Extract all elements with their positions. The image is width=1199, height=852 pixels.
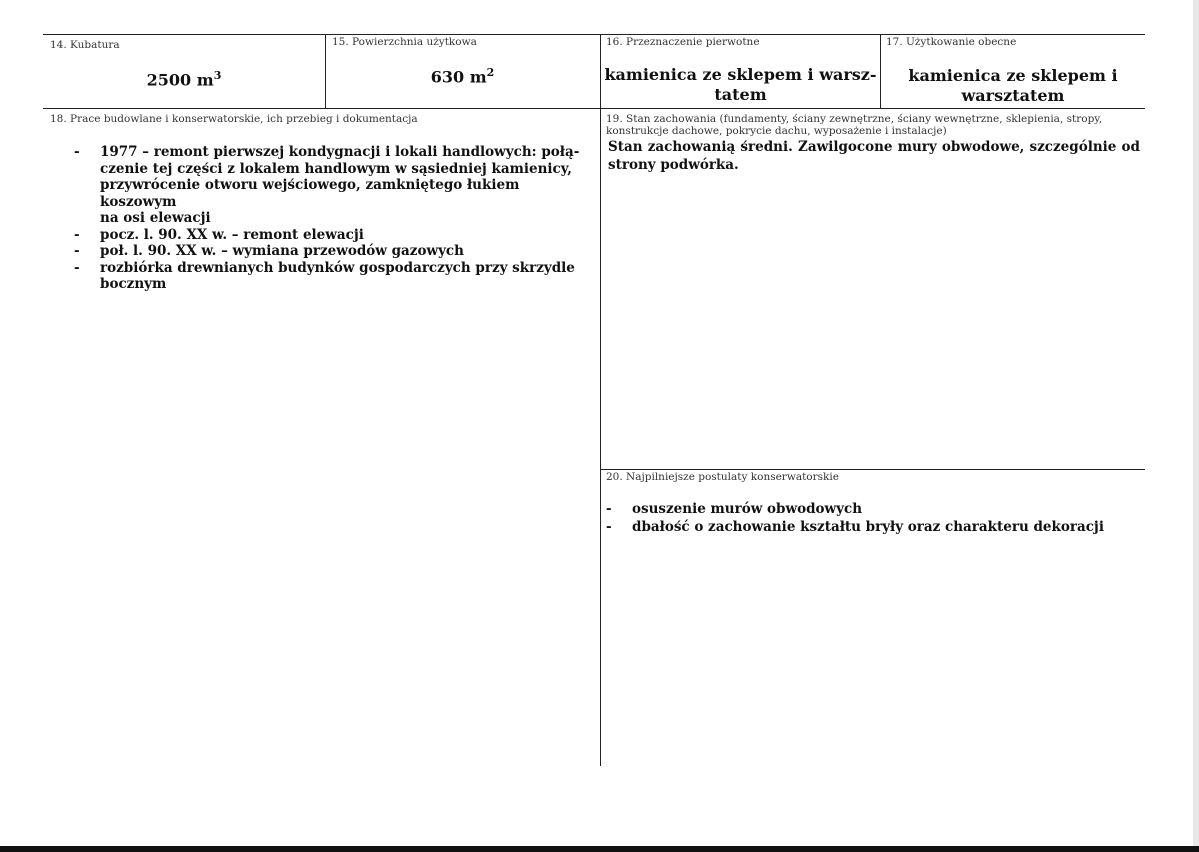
top-border [43, 34, 1145, 35]
field-14-unit-sup: 3 [213, 69, 222, 82]
field-15-label: 15. Powierzchnia użytkowa [332, 36, 477, 48]
field-16-label: 16. Przeznaczenie pierwotne [606, 36, 760, 48]
list-item [74, 227, 594, 244]
divider-main [600, 34, 601, 766]
field-17-value [881, 66, 1145, 106]
field20-top-border [600, 469, 1145, 470]
list-item-line: bocznym [100, 276, 167, 292]
field-16-value [601, 65, 880, 105]
field-14-label: 14. Kubatura [50, 39, 120, 51]
field-19-text: Stan zachowanią średni. Zawilgocone mury obwodowe, szczególnie od strony podwórka. [608, 139, 1140, 173]
list-item-line: na osi elewacji [100, 210, 211, 226]
list-item-line: 1977 – remont pierwszej kondygnacji i lokali handlowych: połą- [100, 144, 580, 160]
list-item-line: poł. l. 90. XX w. – wymiana przewodów gazowych [100, 243, 464, 259]
list-item [74, 243, 594, 260]
scan-right-edge [1193, 0, 1199, 852]
list-item-line: rozbiórka drewnianych budynków gospodarczych przy skrzydle [100, 259, 575, 276]
field-19-label-line2: konstrukcje dachowe, pokrycie dachu, wyposażenie i instalacje) [606, 125, 947, 137]
list-item [74, 260, 594, 293]
field-16-value-line2: tatem [714, 85, 767, 104]
field-20-label: 20. Najpilniejsze postulaty konserwatorskie [606, 471, 839, 483]
list-item-text: dbałość o zachowanie kształtu bryły oraz charakteru dekoracji [632, 519, 1104, 535]
list-item [606, 500, 1141, 518]
field-17-value-line1: kamienica ze sklepem i [908, 66, 1118, 85]
list-item-line: pocz. l. 90. XX w. – remont elewacji [100, 226, 364, 243]
list-item-dash: - [74, 144, 80, 160]
field-14-value-text: 2500 m [146, 70, 214, 90]
field-15-unit-sup: 2 [486, 66, 495, 79]
list-item-dash: - [606, 519, 612, 535]
field-17-value-line2: warsztatem [961, 86, 1065, 105]
field-18-label: 18. Prace budowlane i konserwatorskie, ich przebieg i dokumentacja [50, 113, 418, 125]
list-item-dash: - [606, 501, 612, 517]
list-item-line: przywrócenie otworu wejściowego, zamkniętego łukiem koszowym [100, 177, 520, 210]
field-15-value-text: 630 m [430, 67, 487, 87]
list-item [606, 518, 1141, 536]
field-19-label-line1: 19. Stan zachowania (fundamenty, ściany zewnętrzne, ściany wewnętrzne, sklepienia, stropy, [606, 113, 1103, 125]
field-20-list [606, 500, 1141, 536]
list-item-text: osuszenie murów obwodowych [632, 501, 863, 517]
field-17-label: 17. Użytkowanie obecne [886, 36, 1017, 48]
list-item-dash: - [74, 243, 80, 259]
list-item-dash: - [74, 259, 80, 276]
list-item [74, 144, 594, 227]
list-item-dash: - [74, 226, 80, 243]
list-item-line: czenie tej części z lokalem handlowym w sąsiedniej kamienicy, [100, 160, 573, 177]
field-16-value-line1: kamienica ze sklepem i warsz- [604, 65, 877, 84]
field-15-value [325, 63, 600, 87]
field-14-value [43, 66, 325, 90]
scan-bottom-edge [0, 846, 1199, 852]
row1-bottom-border [43, 108, 1145, 109]
field-18-list [74, 144, 594, 293]
